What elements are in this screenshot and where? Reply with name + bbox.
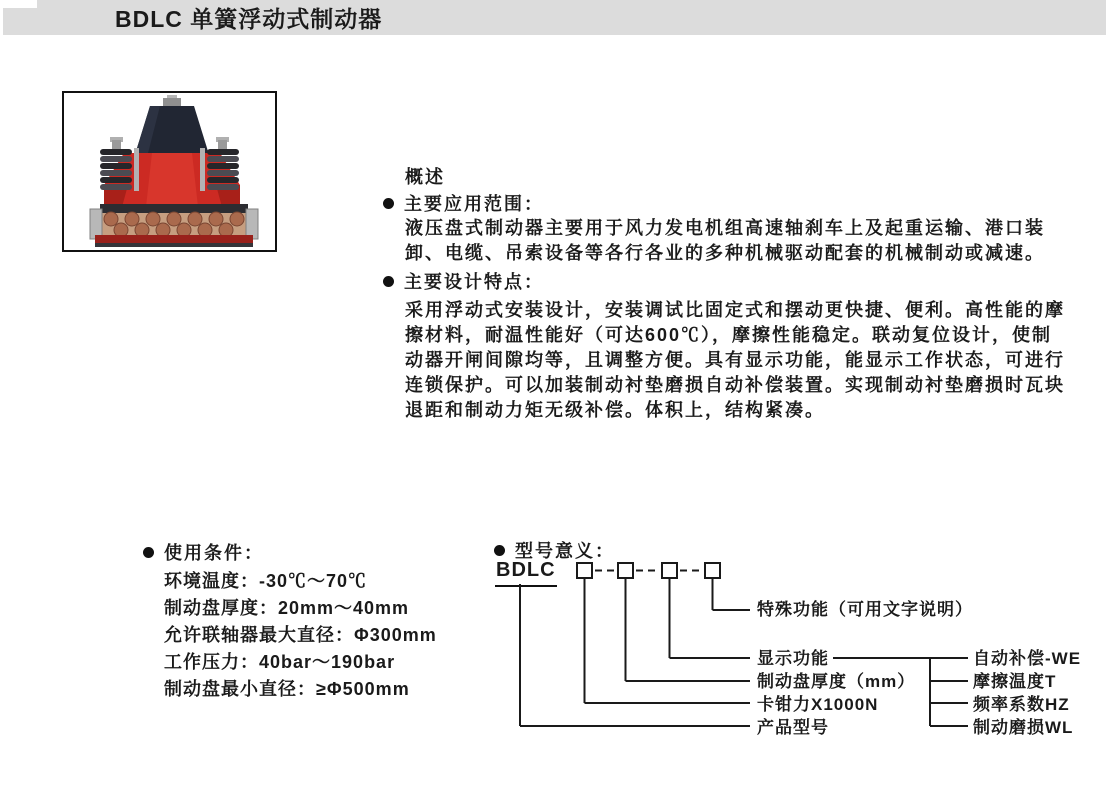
conditions-heading-row bbox=[143, 539, 264, 565]
paragraph-line: 卸、电缆、吊索设备等各行各业的多种机械驱动配套的机械制动或减速。 bbox=[405, 243, 1045, 263]
conditions-section bbox=[143, 539, 493, 704]
paragraph-line: 采用浮动式安装设计，安装调试比固定式和摆动更快捷、便利。高性能的摩 bbox=[405, 300, 1065, 320]
condition-item: 制动盘最小直径：≥Φ500mm bbox=[164, 679, 410, 699]
conditions-list bbox=[164, 568, 437, 703]
application-scope-item bbox=[383, 190, 544, 216]
page-title: BDLC 单簧浮动式制动器 bbox=[115, 6, 383, 32]
paragraph-line: 液压盘式制动器主要用于风力发电机组高速轴刹车上及起重运输、港口装 bbox=[405, 218, 1045, 238]
condition-item: 环境温度：-30℃～70℃ bbox=[164, 571, 368, 591]
paragraph-line: 擦材料，耐温性能好（可达600℃），摩擦性能稳定。联动复位设计，使制 bbox=[405, 325, 1053, 345]
condition-item: 工作压力：40bar～190bar bbox=[164, 652, 396, 672]
paragraph-line: 动器开闸间隙均等，且调整方便。具有显示功能，能显示工作状态，可进行 bbox=[405, 350, 1065, 370]
label-disc-thickness: 制动盘厚度（mm） bbox=[757, 672, 916, 691]
design-features-text bbox=[405, 298, 1065, 423]
bullet-icon bbox=[383, 276, 394, 287]
label-display-function: 显示功能 bbox=[757, 649, 829, 668]
application-scope-label: 主要应用范围： bbox=[404, 194, 544, 214]
label-special-function: 特殊功能（可用文字说明） bbox=[757, 600, 973, 619]
paragraph-line: 退距和制动力矩无级补偿。体积上，结构紧凑。 bbox=[405, 400, 825, 420]
condition-item: 允许联轴器最大直径：Φ300mm bbox=[164, 625, 437, 645]
application-scope-text bbox=[405, 216, 1045, 266]
paragraph-line: 连锁保护。可以加装制动衬垫磨损自动补偿装置。实现制动衬垫磨损时瓦块 bbox=[405, 375, 1065, 395]
label-brake-wear: 制动磨损WL bbox=[973, 718, 1074, 737]
label-product-model: 产品型号 bbox=[757, 718, 829, 737]
condition-item: 制动盘厚度：20mm～40mm bbox=[164, 598, 410, 618]
overview-section bbox=[383, 157, 1083, 427]
label-friction-temp: 摩擦温度T bbox=[973, 672, 1057, 691]
model-heading: 型号意义： bbox=[515, 541, 615, 561]
brake-illustration bbox=[64, 93, 275, 250]
bullet-icon bbox=[383, 198, 394, 209]
label-frequency-coef: 频率系数HZ bbox=[973, 695, 1070, 714]
design-features-item bbox=[383, 268, 544, 294]
product-photo-frame bbox=[62, 91, 277, 252]
design-features-label: 主要设计特点： bbox=[404, 272, 544, 292]
conditions-heading: 使用条件： bbox=[164, 543, 264, 563]
label-auto-compensation: 自动补偿-WE bbox=[973, 649, 1082, 668]
model-prefix: BDLC bbox=[495, 559, 557, 587]
model-section bbox=[480, 535, 1106, 750]
label-clamp-force: 卡钳力X1000N bbox=[757, 695, 879, 714]
overview-heading: 概述 bbox=[405, 167, 445, 187]
bullet-icon bbox=[143, 547, 154, 558]
